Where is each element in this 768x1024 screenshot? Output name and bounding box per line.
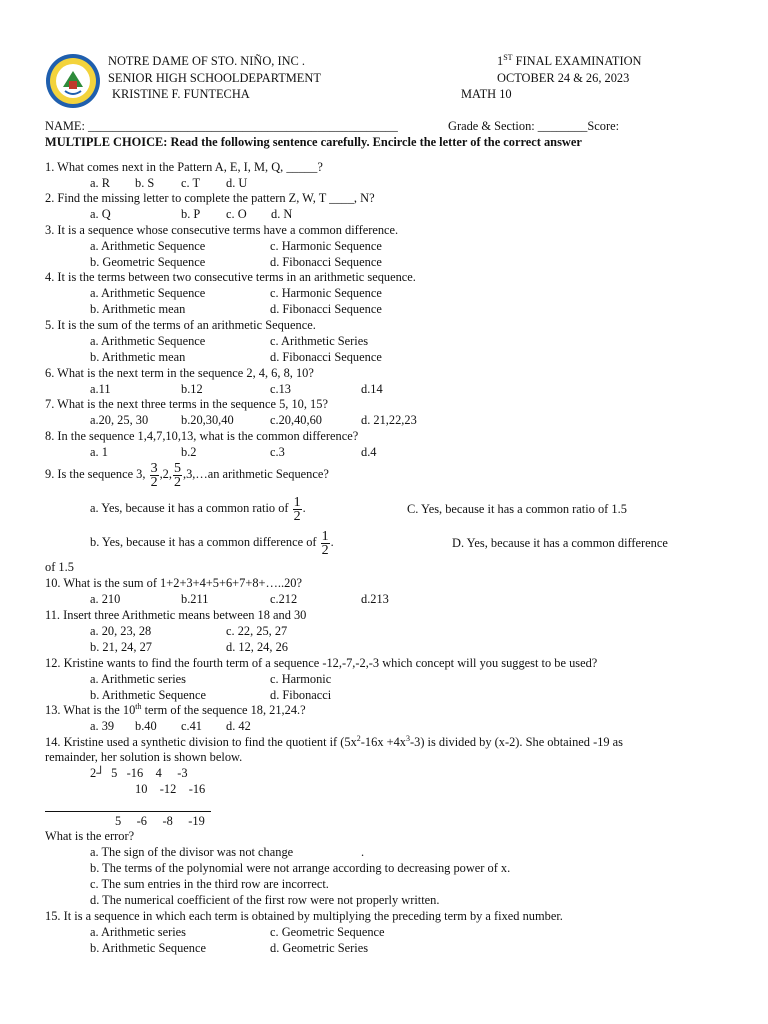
- question-1: 1. What comes next in the Pattern A, E, I, M, Q, _____?: [45, 160, 323, 174]
- q15-option-b: b. Arithmetic Sequence: [90, 941, 206, 955]
- question-11: 11. Insert three Arithmetic means between 18 and 30: [45, 608, 307, 622]
- q10-option-d: d.213: [361, 592, 389, 606]
- synthetic-division-row-2: 10 -12 -16: [135, 782, 206, 796]
- q14-option-d: d. The numerical coefficient of the first row were not properly written.: [90, 893, 440, 907]
- fraction-five-halves: $\frac{5}{2}$: [173, 460, 181, 490]
- q7-option-a: a.20, 25, 30: [90, 413, 149, 427]
- q7-option-d: d. 21,22,23: [361, 413, 417, 427]
- q8-option-b: b.2: [181, 445, 197, 459]
- question-3: 3. It is a sequence whose consecutive terms have a common difference.: [45, 223, 399, 237]
- q4-option-c: c. Harmonic Sequence: [270, 286, 382, 300]
- question-14-continued: remainder, her solution is shown below.: [45, 750, 243, 764]
- q4-option-d: d. Fibonacci Sequence: [270, 302, 382, 316]
- instructions: MULTIPLE CHOICE: Read the following sentence carefully. Encircle the letter of the correct answer: [45, 135, 582, 149]
- q2-option-a: a. Q: [90, 207, 111, 221]
- q3-option-d: d. Fibonacci Sequence: [270, 255, 382, 269]
- question-12: 12. Kristine wants to find the fourth term of a sequence -12,-7,-2,-3 which concept will you suggest to be used?: [45, 656, 598, 670]
- exam-title: 1ST FINAL EXAMINATION: [497, 52, 642, 68]
- q13-option-a: a. 39: [90, 719, 115, 733]
- q8-option-c: c.3: [270, 445, 285, 459]
- q1-option-a: a. R: [90, 176, 110, 190]
- q13-option-d: d. 42: [226, 719, 251, 733]
- q9-option-b: b. Yes, because it has a common difference of $\frac{1}{2}$ .: [90, 528, 334, 558]
- q9-option-a: a. Yes, because it has a common ratio of $\frac{1}{2}$ .: [90, 494, 306, 524]
- q9-option-d-continued: of 1.5: [45, 560, 74, 574]
- q9-option-d: D. Yes, because it has a common difference: [452, 536, 668, 550]
- q12-option-b: b. Arithmetic Sequence: [90, 688, 206, 702]
- question-13: 13. What is the 10th term of the sequence 18, 21,24.?: [45, 701, 306, 717]
- q5-option-b: b. Arithmetic mean: [90, 350, 186, 364]
- q2-option-c: c. O: [226, 207, 247, 221]
- q4-option-b: b. Arithmetic mean: [90, 302, 186, 316]
- question-7: 7. What is the next three terms in the sequence 5, 10, 15?: [45, 397, 328, 411]
- question-10: 10. What is the sum of 1+2+3+4+5+6+7+8+…..20?: [45, 576, 303, 590]
- q15-option-a: a. Arithmetic series: [90, 925, 186, 939]
- q10-option-b: b.211: [181, 592, 209, 606]
- question-5: 5. It is the sum of the terms of an arithmetic Sequence.: [45, 318, 316, 332]
- question-2: 2. Find the missing letter to complete the pattern Z, W, T ____, N?: [45, 191, 375, 205]
- question-15: 15. It is a sequence in which each term is obtained by multiplying the preceding term by a fixed number.: [45, 909, 563, 923]
- exam-dates: OCTOBER 24 & 26, 2023: [497, 71, 630, 85]
- q14-option-a: a. The sign of the divisor was not change: [90, 845, 294, 859]
- q10-option-c: c.212: [270, 592, 298, 606]
- q3-option-b: b. Geometric Sequence: [90, 255, 206, 269]
- q11-option-a: a. 20, 23, 28: [90, 624, 152, 638]
- question-14: 14. Kristine used a synthetic division to find the quotient if $(5x^2-16x +4x^3-3)$ is divided by (x-2). She obtained -19 as: [45, 733, 624, 749]
- q9-option-c: C. Yes, because it has a common ratio of 1.5: [407, 502, 627, 516]
- q2-option-b: b. P: [181, 207, 201, 221]
- subject: MATH 10: [461, 87, 512, 101]
- school-seal-logo: [45, 53, 101, 109]
- fraction-three-halves: $\frac{3}{2}$: [150, 460, 158, 490]
- question-9: 9. Is the sequence 3, $\frac{3}{2}$ ,2, $\frac{5}{2}$ ,3,…an arithmetic Sequence?: [45, 460, 329, 490]
- q12-option-a: a. Arithmetic series: [90, 672, 186, 686]
- q5-option-a: a. Arithmetic Sequence: [90, 334, 206, 348]
- department: SENIOR HIGH SCHOOLDEPARTMENT: [108, 71, 321, 85]
- school-name: NOTRE DAME OF STO. NIÑO, INC .: [108, 54, 305, 68]
- q14-option-a-dot: .: [361, 845, 365, 859]
- q11-option-b: b. 21, 24, 27: [90, 640, 152, 654]
- q1-option-c: c. T: [181, 176, 201, 190]
- teacher-name: KRISTINE F. FUNTECHA: [112, 87, 250, 101]
- q12-option-c: c. Harmonic: [270, 672, 332, 686]
- q14-option-b: b. The terms of the polynomial were not arrange according to decreasing power of x.: [90, 861, 511, 875]
- q8-option-d: d.4: [361, 445, 377, 459]
- q11-option-c: c. 22, 25, 27: [226, 624, 288, 638]
- synthetic-division-line: [45, 811, 211, 812]
- q2-option-d: d. N: [271, 207, 293, 221]
- fraction-one-half: $\frac{1}{2}$: [321, 528, 329, 558]
- q5-option-d: d. Fibonacci Sequence: [270, 350, 382, 364]
- q11-option-d: d. 12, 24, 26: [226, 640, 288, 654]
- q6-option-b: b.12: [181, 382, 203, 396]
- q3-option-c: c. Harmonic Sequence: [270, 239, 382, 253]
- q7-option-b: b.20,30,40: [181, 413, 234, 427]
- question-8: 8. In the sequence 1,4,7,10,13, what is the common difference?: [45, 429, 359, 443]
- q8-option-a: a. 1: [90, 445, 108, 459]
- name-field: NAME: __________________________________________________: [45, 119, 398, 133]
- q10-option-a: a. 210: [90, 592, 121, 606]
- q15-option-c: c. Geometric Sequence: [270, 925, 385, 939]
- q15-option-d: d. Geometric Series: [270, 941, 369, 955]
- q12-option-d: d. Fibonacci: [270, 688, 332, 702]
- q1-option-d: d. U: [226, 176, 248, 190]
- q6-option-c: c.13: [270, 382, 291, 396]
- q4-option-a: a. Arithmetic Sequence: [90, 286, 206, 300]
- synthetic-division-row-1: 2┘ 5 -16 4 -3: [90, 766, 188, 780]
- q5-option-c: c. Arithmetic Series: [270, 334, 369, 348]
- q14-option-c: c. The sum entries in the third row are incorrect.: [90, 877, 329, 891]
- question-6: 6. What is the next term in the sequence 2, 4, 6, 8, 10?: [45, 366, 314, 380]
- synthetic-division-row-3: 5 -6 -8 -19: [115, 814, 205, 828]
- q6-option-d: d.14: [361, 382, 383, 396]
- q1-option-b: b. S: [135, 176, 155, 190]
- grade-score-field: Grade & Section: ________Score:: [448, 119, 620, 133]
- q3-option-a: a. Arithmetic Sequence: [90, 239, 206, 253]
- q13-option-c: c.41: [181, 719, 202, 733]
- q7-option-c: c.20,40,60: [270, 413, 322, 427]
- question-14-prompt: What is the error?: [45, 829, 135, 843]
- q13-option-b: b.40: [135, 719, 157, 733]
- question-4: 4. It is the terms between two consecutive terms in an arithmetic sequence.: [45, 270, 416, 284]
- q6-option-a: a.11: [90, 382, 111, 396]
- fraction-one-half: $\frac{1}{2}$: [293, 494, 301, 524]
